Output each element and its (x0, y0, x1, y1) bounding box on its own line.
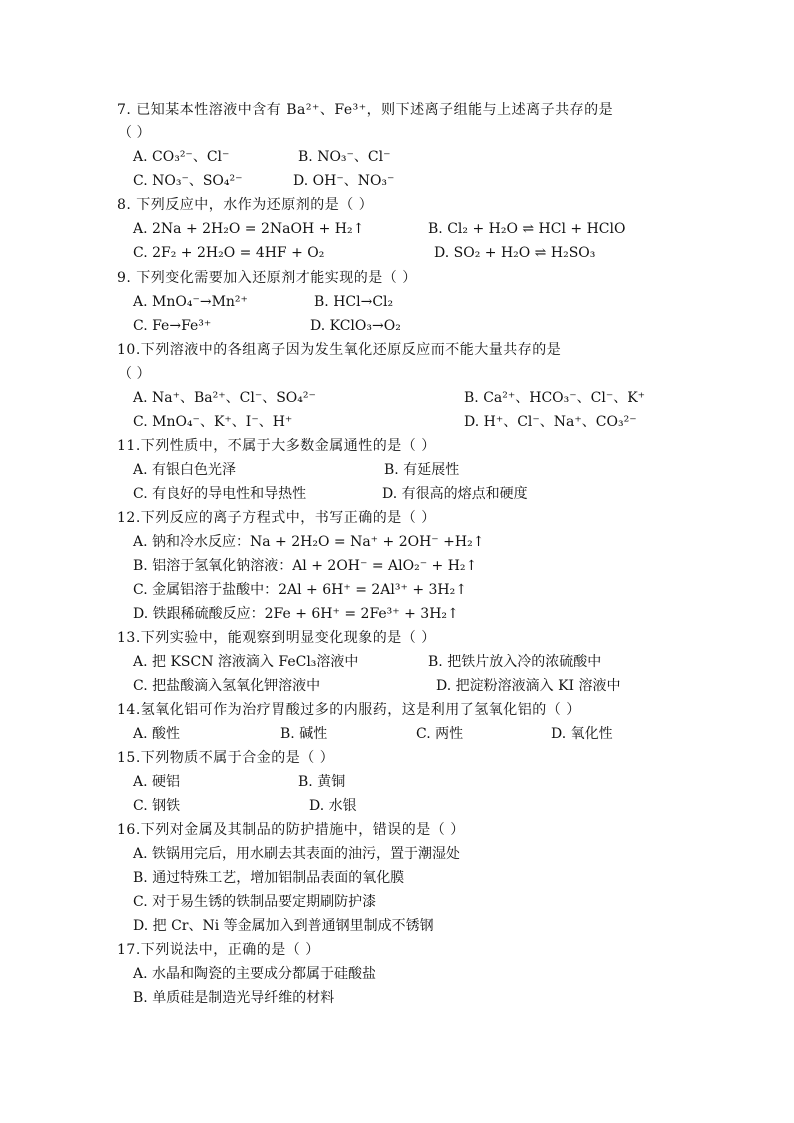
question-12-option-a-line (0, 530, 794, 554)
question-13-stem: 13.下列实验中，能观察到明显变化现象的是（ ） (117, 630, 436, 646)
question-12-option-d-line (0, 602, 794, 626)
question-13-options-cd (0, 674, 794, 698)
question-10-paren-line (0, 362, 794, 386)
question-11-stem: 11.下列性质中，不属于大多数金属通性的是（ ） (117, 438, 436, 454)
question-14 (0, 698, 794, 722)
question-12-option-b-line (0, 554, 794, 578)
question-11 (0, 434, 794, 458)
question-13-options-ab (0, 650, 794, 674)
option-c: C. 两性 (416, 726, 464, 742)
question-9-stem: 9. 下列变化需要加入还原剂才能实现的是（ ） (117, 270, 417, 286)
question-17-option-a-line (0, 962, 794, 986)
question-16 (0, 818, 794, 842)
option-b: B. 碱性 (280, 726, 328, 742)
option-b: B. 通过特殊工艺，增加铝制品表面的氧化膜 (133, 870, 405, 886)
question-7-stem: 7. 已知某本性溶液中含有 Ba²⁺、Fe³⁺，则下述离子组能与上述离子共存的是 (117, 102, 614, 118)
option-b: B. 铝溶于氢氧化钠溶液：Al + 2OH⁻ = AlO₂⁻ + H₂↑ (133, 558, 478, 574)
question-17 (0, 938, 794, 962)
option-d: D. 有很高的熔点和硬度 (382, 486, 528, 502)
question-10-options-cd (0, 410, 794, 434)
option-b: B. Cl₂ + H₂O ⇌ HCl + HClO (428, 221, 626, 237)
option-d: D. KClO₃→O₂ (310, 318, 401, 334)
question-12-option-c-line (0, 578, 794, 602)
question-15 (0, 746, 794, 770)
question-11-options-cd (0, 482, 794, 506)
question-11-options-ab (0, 458, 794, 482)
question-14-stem: 14.氢氧化铝可作为治疗胃酸过多的内服药，这是利用了氢氧化铝的（ ） (117, 702, 581, 718)
question-16-option-a-line (0, 842, 794, 866)
option-a: A. 酸性 (133, 726, 181, 742)
question-13 (0, 626, 794, 650)
option-b: B. 黄铜 (298, 774, 346, 790)
question-12-stem: 12.下列反应的离子方程式中，书写正确的是（ ） (117, 510, 436, 526)
question-17-option-b-line (0, 986, 794, 1010)
option-d: D. SO₂ + H₂O ⇌ H₂SO₃ (434, 245, 596, 261)
option-c: C. 对于易生锈的铁制品要定期刷防护漆 (133, 894, 377, 910)
question-8-options-ab (0, 217, 794, 241)
option-d: D. 氧化性 (551, 726, 613, 742)
option-d: D. H⁺、Cl⁻、Na⁺、CO₃²⁻ (464, 414, 637, 430)
question-7-options-cd (0, 169, 794, 193)
option-c: C. 把盐酸滴入氢氧化钾溶液中 (133, 678, 321, 694)
question-7 (0, 98, 794, 122)
option-c: C. Fe→Fe³⁺ (133, 318, 212, 334)
option-c: C. NO₃⁻、SO₄²⁻ (133, 173, 243, 189)
question-15-options-cd (0, 794, 794, 818)
question-12 (0, 506, 794, 530)
question-16-stem: 16.下列对金属及其制品的防护措施中，错误的是（ ） (117, 822, 465, 838)
question-15-options-ab (0, 770, 794, 794)
option-a: A. Na⁺、Ba²⁺、Cl⁻、SO₄²⁻ (133, 390, 316, 406)
option-b: B. 有延展性 (384, 462, 460, 478)
question-10-options-ab (0, 386, 794, 410)
question-9 (0, 266, 794, 290)
question-10 (0, 338, 794, 362)
question-9-options-cd (0, 314, 794, 338)
question-16-option-b-line (0, 866, 794, 890)
option-c: C. 钢铁 (133, 798, 181, 814)
option-a: A. 水晶和陶瓷的主要成分都属于硅酸盐 (133, 966, 377, 982)
option-d: D. 铁跟稀硫酸反应：2Fe + 6H⁺ = 2Fe³⁺ + 3H₂↑ (133, 606, 459, 622)
option-a: A. 铁锅用完后，用水刷去其表面的油污，置于潮湿处 (133, 846, 461, 862)
question-8 (0, 193, 794, 217)
option-b: B. 把铁片放入冷的浓硫酸中 (428, 654, 602, 670)
option-c: C. MnO₄⁻、K⁺、I⁻、H⁺ (133, 414, 293, 430)
option-d: D. OH⁻、NO₃⁻ (293, 173, 395, 189)
option-b: B. 单质硅是制造光导纤维的材料 (133, 990, 335, 1006)
question-15-stem: 15.下列物质不属于合金的是（ ） (117, 750, 335, 766)
question-7-paren-line (0, 121, 794, 145)
answer-parentheses: （ ） (118, 125, 151, 141)
option-b: B. Ca²⁺、HCO₃⁻、Cl⁻、K⁺ (464, 390, 646, 406)
question-8-stem: 8. 下列反应中，水作为还原剂的是（ ） (117, 197, 374, 213)
question-10-stem: 10.下列溶液中的各组离子因为发生氧化还原反应而不能大量共存的是 (117, 342, 562, 358)
option-d: D. 水银 (309, 798, 357, 814)
answer-parentheses: （ ） (118, 366, 151, 382)
option-a: A. 硬铝 (133, 774, 181, 790)
option-a: A. 把 KSCN 溶液滴入 FeCl₃溶液中 (133, 654, 359, 670)
option-a: A. MnO₄⁻→Mn²⁺ (133, 294, 248, 310)
option-c: C. 有良好的导电性和导热性 (133, 486, 307, 502)
option-a: A. CO₃²⁻、Cl⁻ (133, 149, 230, 165)
question-16-option-c-line (0, 890, 794, 914)
option-d: D. 把 Cr、Ni 等金属加入到普通钢里制成不锈钢 (133, 918, 434, 934)
option-a: A. 钠和冷水反应：Na + 2H₂O = Na⁺ + 2OH⁻ +H₂↑ (133, 534, 485, 550)
option-a: A. 2Na + 2H₂O = 2NaOH + H₂↑ (133, 221, 365, 237)
question-8-options-cd (0, 241, 794, 265)
question-14-options (0, 722, 794, 746)
option-d: D. 把淀粉溶液滴入 KI 溶液中 (436, 678, 621, 694)
question-9-options-ab (0, 290, 794, 314)
option-b: B. HCl→Cl₂ (314, 294, 394, 310)
option-b: B. NO₃⁻、Cl⁻ (298, 149, 391, 165)
question-16-option-d-line (0, 914, 794, 938)
question-17-stem: 17.下列说法中，正确的是（ ） (117, 942, 320, 958)
option-a: A. 有银白色光泽 (133, 462, 237, 478)
option-c: C. 金属铝溶于盐酸中：2Al + 6H⁺ = 2Al³⁺ + 3H₂↑ (133, 582, 467, 598)
question-7-options-ab (0, 145, 794, 169)
option-c: C. 2F₂ + 2H₂O = 4HF + O₂ (133, 245, 325, 261)
